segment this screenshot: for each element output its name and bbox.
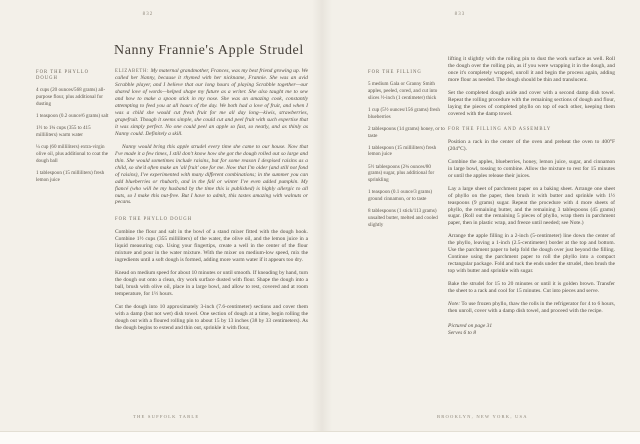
- book-title-footer: THE SUFFOLK TABLE: [133, 414, 200, 419]
- right-page: [322, 0, 640, 431]
- left-ingredients-header: FOR THE PHYLLO DOUGH: [36, 70, 89, 82]
- ingredient-item: 5 medium Gala or Granny Smith apples, peeled, cored, and cut into slices ½-inch (1 centimeter) thick: [368, 81, 438, 101]
- ingredient-item: 1 cup (5½ ounces/156 grams) fresh blueberries: [368, 106, 440, 120]
- step-paragraph: Lay a large sheet of parchment paper on a baking sheet. Arrange one sheet of phyllo on the paper, then brush it with butter and sprinkle with 1½ teaspoons (9 grams) sugar. Repeat the procedure with 4 more sheets of phyllo, the remaining butter, and the remaining 3 tablespoons (45 grams) sugar. (Roll out the remaining 5 pieces of phyllo, wrap them in parchment paper, then in plastic wrap, and freeze until needed; see Note.): [448, 185, 615, 227]
- ingredient-item: 2 tablespoons (14 grams) honey, or to taste: [368, 125, 445, 139]
- left-folio: 832: [142, 12, 154, 17]
- filling-assembly-section-header: FOR THE FILLING AND ASSEMBLY: [448, 126, 552, 132]
- step-paragraph: Arrange the apple filling in a 2-inch (5-centimeter) line down the center of the phyllo, leaving a 1-inch (2.5-centimeter) border at the top and bottom. Use the parchment paper to help fold the dough over just beyond the filling. Continue using the parchment paper to roll the phyllo into a compact rectangular package. Fold and tuck the ends under the strudel, then brush the top with butter and sprinkle with sugar.: [448, 233, 615, 275]
- step-paragraph: Bake the strudel for 15 to 20 minutes or until it is golden brown. Transfer the sheet to a rack and cool for 15 minutes. Cut into pieces and serve.: [448, 281, 615, 295]
- headnote-text: My maternal grandmother, Frances, was my best friend growing up. We called her Nanny, because it rhymed with her nickname, Frannie. She was an avid Scrabble player, and I believe that our long hours of playing Scrabble together—our shared love of words—helped shape my future as a writer. She also taught me to sew and how to make a spoon stick in my nose. She was an amazing cook, constantly attempting to feed you at all hours of the day. We both had a love of fruit, and when I was a child she would cut fresh fruit for me all day long—kiwis, strawberries, grapefruit. Though it seems simple, she could cut and peel fruit with such expertise that it was simply perfect. No one could peel an apple so fast, so neatly, and as thinly as Nanny could. Definitely a skill.: [115, 68, 308, 137]
- filling-ingredient-list: [368, 81, 446, 228]
- recipe-title: Nanny Frannie's Apple Strudel: [114, 43, 304, 58]
- step-paragraph: Set the completed dough aside and cover with a second damp dish towel. Repeat the rolling procedure with the remaining sections of dough and flour, laying the pieces of completed phyllo on top of each other, keeping them covered with the damp towel.: [448, 89, 615, 117]
- serves-line: Serves 6 to 8: [448, 330, 476, 337]
- step-paragraph: Knead on medium speed for about 10 minutes or until smooth. If kneading by hand, turn the dough out onto a clean, dry work surface dusted with flour. Shape the dough into a ball, brush with olive oil, place in a large bowl, and allow to rest, covered and at room temperature, for 1½ hours.: [115, 270, 308, 298]
- note-label: Note:: [448, 301, 461, 308]
- headnote: [115, 68, 308, 206]
- step-paragraph: Position a rack in the center of the oven and preheat the oven to 400°F (204°C).: [448, 138, 615, 152]
- note-paragraph: [448, 301, 615, 315]
- step-paragraph: lifting it slightly with the rolling pin to dust the work surface as well. Roll the dough over the rolling pin, as if you were wrapping it in the dough, and once it's completely wrapped, unroll it and begin the process again, adding more flour as needed. The dough should be thin and translucent.: [448, 56, 615, 83]
- location-footer: BROOKLYN, NEW YORK, USA: [437, 414, 528, 419]
- right-ingredients-sidebar: [368, 70, 446, 234]
- step-paragraph: Cut the dough into 10 approximately 3-inch (7.6-centimeter) sections and cover them with a damp (but not wet) dish towel. One section of dough at a time, begin rolling the dough out with a floured rolling pin to about 15 by 13 inches (38 by 33 centimeters). As the dough begins to extend and thin out, sprinkle it with flour,: [115, 304, 308, 332]
- right-folio: 833: [454, 12, 466, 17]
- note-text: To use frozen phyllo, thaw the rolls in the refrigerator for 4 to 6 hours, then unroll, cover with a damp dish towel, and proceed with the recipe.: [448, 301, 615, 315]
- phyllo-dough-section-header: FOR THE PHYLLO DOUGH: [115, 217, 193, 223]
- ingredient-item: 1 tablespoon (15 milliliters) fresh lemon juice: [36, 169, 105, 183]
- left-page: [0, 0, 322, 431]
- step-paragraph: Combine the apples, blueberries, honey, lemon juice, sugar, and cinnamon in large bowl, tossing to combine. Allow the mixture to rest for 15 minutes or until the apples release their juices.: [448, 158, 615, 179]
- ingredient-item: 5½ tablespoons (2¾ ounces/80 grams) sugar, plus additional for sprinkling: [368, 163, 435, 184]
- filling-ingredients-header: FOR THE FILLING: [368, 70, 422, 75]
- bottom-page-edge: [0, 431, 640, 444]
- step-paragraph: Combine the flour and salt in the bowl of a stand mixer fitted with the dough hook. Combine 1½ cups (355 milliliters) of the water, the olive oil, and the lemon juice in a liquid measuring cup. Using your fingertips, create a well in the center of the flour mixture and pour in the water mixture. With the mixer on medium-low speed, mix the ingredients until a soft dough is formed, adding more warm water if it appears too dry.: [115, 229, 308, 264]
- ingredient-item: 4 cups (20 ounces/568 grams) all-purpose flour, plus additional for dusting: [36, 87, 106, 107]
- headnote-paragraph: Nanny would bring this apple strudel every time she came to our house. Now that I've made it a few times, I still don't know how she got the dough rolled out so large and thin. She would sometimes include raisins, but for some reason I despised raisins as a child, so she'd often make an 'all fruit' one for me. Now that I'm older (and still not fond of raisins), I've experimented with many different combinations; in the summer you can add blueberries or rhubarb, and in the fall or winter I've even added pumpkin. My fiancé (who will be my husband by the time this is published) is highly allergic to all nuts, so I make this nut-free. But I have to admit, this tastes amazing with walnuts or pecans.: [115, 143, 308, 206]
- ingredient-item: 8 tablespoons (1 stick/113 grams) unsalted butter, melted and cooled slightly: [368, 208, 438, 228]
- right-main-column: [448, 56, 615, 337]
- left-ingredients-sidebar: [36, 70, 112, 189]
- headnote-speaker: ELIZABETH:: [115, 69, 150, 74]
- phyllo-dough-ingredient-list: [36, 87, 112, 183]
- ingredient-item: 1 teaspoon (0.2 ounce/6 grams) salt: [36, 113, 109, 120]
- left-main-column: [115, 68, 308, 338]
- ingredient-item: 1 teaspoon (0.1 ounce/3 grams) ground cinnamon, or to taste: [368, 189, 433, 203]
- headnote-paragraph: [115, 68, 308, 138]
- pictured-reference: Pictured on page 31: [448, 323, 493, 330]
- ingredient-item: 1 tablespoon (15 milliliters) fresh lemon juice: [368, 144, 437, 158]
- ingredient-item: 1½ to 1¾ cups (355 to 415 milliliters) warm water: [36, 125, 91, 138]
- ingredient-item: ¼ cup (60 milliliters) extra-virgin olive oil, plus additional to coat the dough ball: [36, 144, 109, 164]
